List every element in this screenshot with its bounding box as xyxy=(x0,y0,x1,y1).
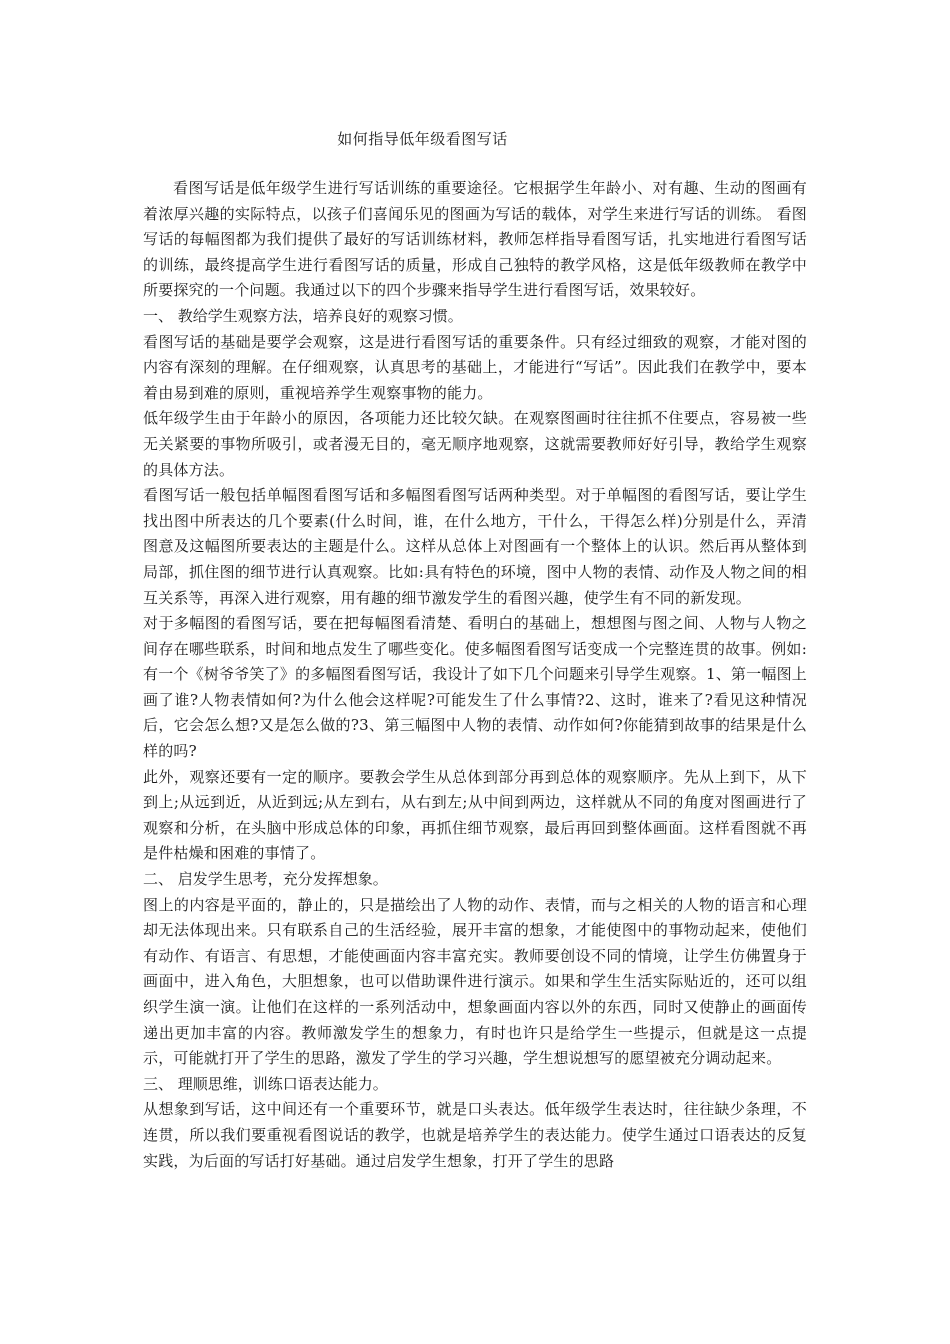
section-heading-2: 二、 启发学生思考，充分发挥想象。 xyxy=(143,870,388,889)
body-paragraph: 看图写话一般包括单幅图看图写话和多幅图看图写话两种类型。对于单幅图的看图写话，要让学生找出图中所表达的几个要素(什么时间，谁，在什么地方，干什么，干得怎么样)分别是什么，弄清图意及这幅图所要表达的主题是什么。这样从总体上对图画有一个整体上的认识。然后再从整体到局部，抓住图的细节进行认真观察。比如:具有特色的环境，图中人物的表情、动作及人物之间的相互关系等，再深入进行观察，用有趣的细节激发学生的看图兴趣，使学生有不同的新发现。 xyxy=(143,486,807,607)
section-heading-1: 一、 教给学生观察方法，培养良好的观察习惯。 xyxy=(143,306,463,325)
section-heading-3: 三、 理顺思维，训练口语表达能力。 xyxy=(143,1074,388,1093)
body-paragraph: 对于多幅图的看图写话，要在把每幅图看清楚、看明白的基础上，想想图与图之间、人物与人物之间存在哪些联系，时间和地点发生了哪些变化。使多幅图看图写话变成一个完整连贯的故事。例如:有一个《树爷爷笑了》的多幅图看图写话，我设计了如下几个问题来引导学生观察。1、第一幅图上画了谁?人物表情如何?为什么他会这样呢?可能发生了什么事情?2、这时，谁来了?看见这种情况后，它会怎么想?又是怎么做的?3、第三幅图中人物的表情、动作如何?你能猜到故事的结果是什么样的吗? xyxy=(143,614,807,761)
body-paragraph: 图上的内容是平面的，静止的，只是描绘出了人物的动作、表情，而与之相关的人物的语言和心理却无法体现出来。只有联系自己的生活经验，展开丰富的想象，才能使图中的事物动起来，使他们有动作、有语言、有思想，才能使画面内容丰富充实。教师要创设不同的情境，让学生仿佛置身于画面中，进入角色，大胆想象，也可以借助课件进行演示。如果和学生生活实际贴近的，还可以组织学生演一演。让他们在这样的一系列活动中，想象画面内容以外的东西，同时又使静止的画面传递出更加丰富的内容。教师激发学生的想象力，有时也许只是给学生一些提示，但就是这一点提示，可能就打开了学生的思路，激发了学生的学习兴趣，学生想说想写的愿望被充分调动起来。 xyxy=(143,895,807,1068)
document-body xyxy=(143,176,807,1174)
document-title: 如何指导低年级看图写话 xyxy=(337,130,508,148)
intro-paragraph: 看图写话是低年级学生进行写话训练的重要途径。它根据学生年龄小、对有趣、生动的图画有着浓厚兴趣的实际特点，以孩子们喜闻乐见的图画为写话的载体，对学生来进行写话的训练。 看图写话的每幅图都为我们提供了最好的写话训练材料，教师怎样指导看图写话，扎实地进行看图写话的训练，最终提高学生进行看图写话的质量，形成自己独特的教学风格，这是低年级教师在教学中所要探究的一个问题。我通过以下的四个步骤来指导学生进行看图写话，效果较好。 xyxy=(143,179,807,300)
body-paragraph: 从想象到写话，这中间还有一个重要环节，就是口头表达。低年级学生表达时，往往缺少条理，不连贯，所以我们要重视看图说话的教学，也就是培养学生的表达能力。使学生通过口语表达的反复实践，为后面的写话打好基础。通过启发学生想象，打开了学生的思路 xyxy=(143,1100,807,1170)
body-paragraph: 此外，观察还要有一定的顺序。要教会学生从总体到部分再到总体的观察顺序。先从上到下，从下到上;从远到近，从近到远;从左到右，从右到左;从中间到两边，这样就从不同的角度对图画进行了观察和分析，在头脑中形成总体的印象，再抓住细节观察，最后再回到整体画面。这样看图就不再是件枯燥和困难的事情了。 xyxy=(143,767,807,863)
body-paragraph: 低年级学生由于年龄小的原因，各项能力还比较欠缺。在观察图画时往往抓不住要点，容易被一些无关紧要的事物所吸引，或者漫无目的，毫无顺序地观察，这就需要教师好好引导，教给学生观察的具体方法。 xyxy=(143,409,807,479)
body-paragraph: 看图写话的基础是要学会观察，这是进行看图写话的重要条件。只有经过细致的观察，才能对图的内容有深刻的理解。在仔细观察，认真思考的基础上，才能进行“写话”。因此我们在教学中，要本着由易到难的原则，重视培养学生观察事物的能力。 xyxy=(143,332,807,402)
